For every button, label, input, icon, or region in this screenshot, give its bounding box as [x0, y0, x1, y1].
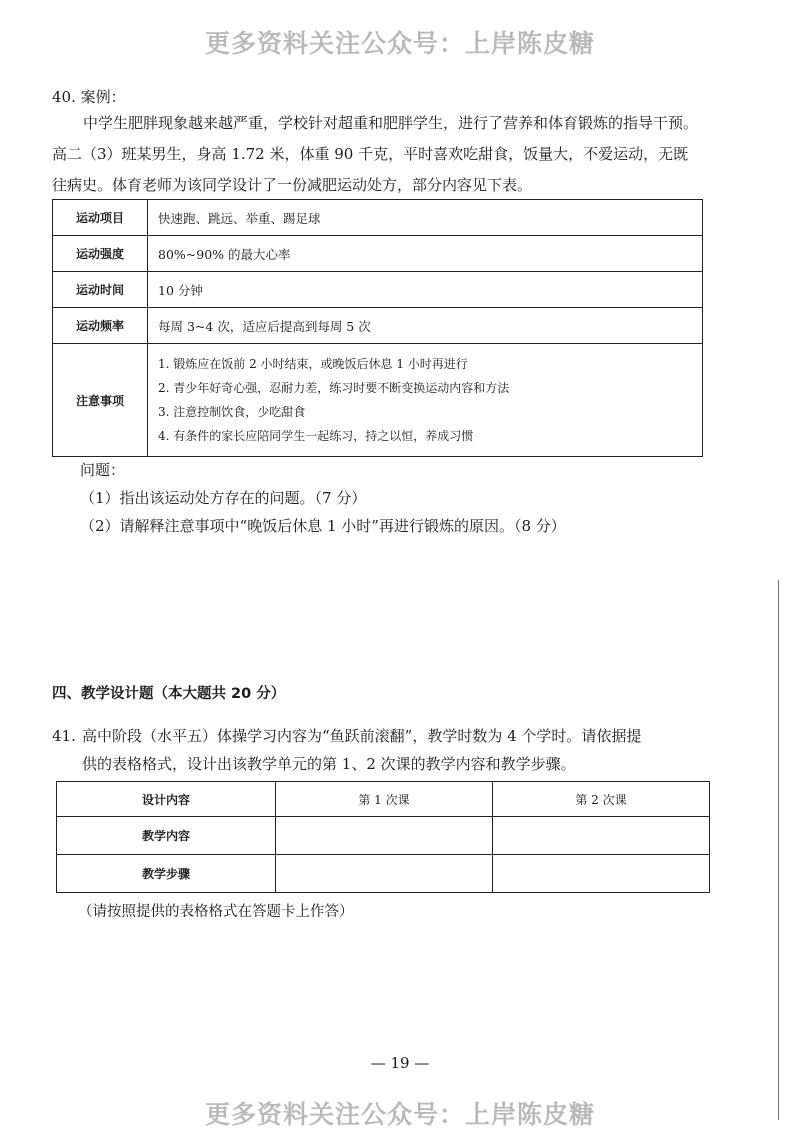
question-40-title: 40. 案例： — [52, 88, 126, 106]
table-row — [53, 236, 703, 272]
row-label: 运动强度 — [53, 236, 148, 272]
scan-edge-line — [778, 580, 779, 1120]
empty-cell — [276, 855, 493, 893]
note-item: 1. 锻炼应在饭前 2 小时结束，或晚饭后休息 1 小时再进行 — [158, 357, 468, 371]
header-cell: 第 1 次课 — [276, 782, 493, 817]
question-41-number: 41. — [52, 727, 76, 745]
teaching-design-table — [56, 781, 710, 893]
row-value: 10 分钟 — [148, 272, 703, 308]
row-label: 运动频率 — [53, 308, 148, 344]
note-item: 3. 注意控制饮食，少吃甜食 — [158, 405, 306, 419]
table-row — [57, 817, 710, 855]
answer-note: （请按照提供的表格格式在答题卡上作答） — [78, 904, 354, 920]
header-cell: 第 2 次课 — [493, 782, 710, 817]
table-header-row — [57, 782, 710, 817]
row-label: 教学内容 — [57, 817, 276, 855]
row-label: 运动项目 — [53, 200, 148, 236]
exercise-prescription-table — [52, 199, 703, 457]
question-41-line1: 高中阶段（水平五）体操学习内容为“鱼跃前滚翻”，教学时数为 4 个学时。请依据提 — [82, 727, 642, 745]
questions-label: 问题： — [80, 461, 126, 479]
table-row — [57, 855, 710, 893]
empty-cell — [276, 817, 493, 855]
row-label: 运动时间 — [53, 272, 148, 308]
question-item: （1）指出该运动处方存在的问题。（7 分） — [80, 489, 367, 507]
table-row — [53, 344, 703, 457]
section-4-title: 四、教学设计题（本大题共 20 分） — [52, 686, 286, 702]
empty-cell — [493, 817, 710, 855]
page-number: — 19 — — [370, 1054, 430, 1072]
question-item: （2）请解释注意事项中“晚饭后休息 1 小时”再进行锻炼的原因。（8 分） — [80, 517, 566, 535]
notes-list — [148, 344, 703, 457]
row-label: 教学步骤 — [57, 855, 276, 893]
row-value: 快速跑、跳远、举重、踢足球 — [148, 200, 703, 236]
questions-block — [80, 458, 566, 542]
question-41 — [52, 722, 712, 778]
header-cell: 设计内容 — [57, 782, 276, 817]
row-label: 注意事项 — [53, 344, 148, 457]
watermark-top: 更多资料关注公众号：上岸陈皮糖 — [204, 29, 595, 58]
table-row — [53, 200, 703, 236]
table-row — [53, 272, 703, 308]
case-paragraph: 中学生肥胖现象越来越严重，学校针对超重和肥胖学生，进行了营养和体育锻炼的指导干预。高二（3）班某男生，身高 1.72 米，体重 90 千克，平时喜欢吃甜食，饭量大，不爱运动，无既往病史。体育老师为该同学设计了一份减肥运动处方，部分内容见下表。 — [52, 114, 699, 194]
row-value: 80%~90% 的最大心率 — [148, 236, 703, 272]
note-item: 4. 有条件的家长应陪同学生一起练习，持之以恒，养成习惯 — [158, 429, 474, 443]
note-item: 2. 青少年好奇心强，忍耐力差，练习时要不断变换运动内容和方法 — [158, 381, 510, 395]
watermark-bottom: 更多资料关注公众号：上岸陈皮糖 — [204, 1100, 595, 1129]
empty-cell — [493, 855, 710, 893]
row-value: 每周 3~4 次，适应后提高到每周 5 次 — [148, 308, 703, 344]
table-row — [53, 308, 703, 344]
question-41-line2: 供的表格格式，设计出该教学单元的第 1、2 次课的教学内容和教学步骤。 — [82, 755, 576, 773]
